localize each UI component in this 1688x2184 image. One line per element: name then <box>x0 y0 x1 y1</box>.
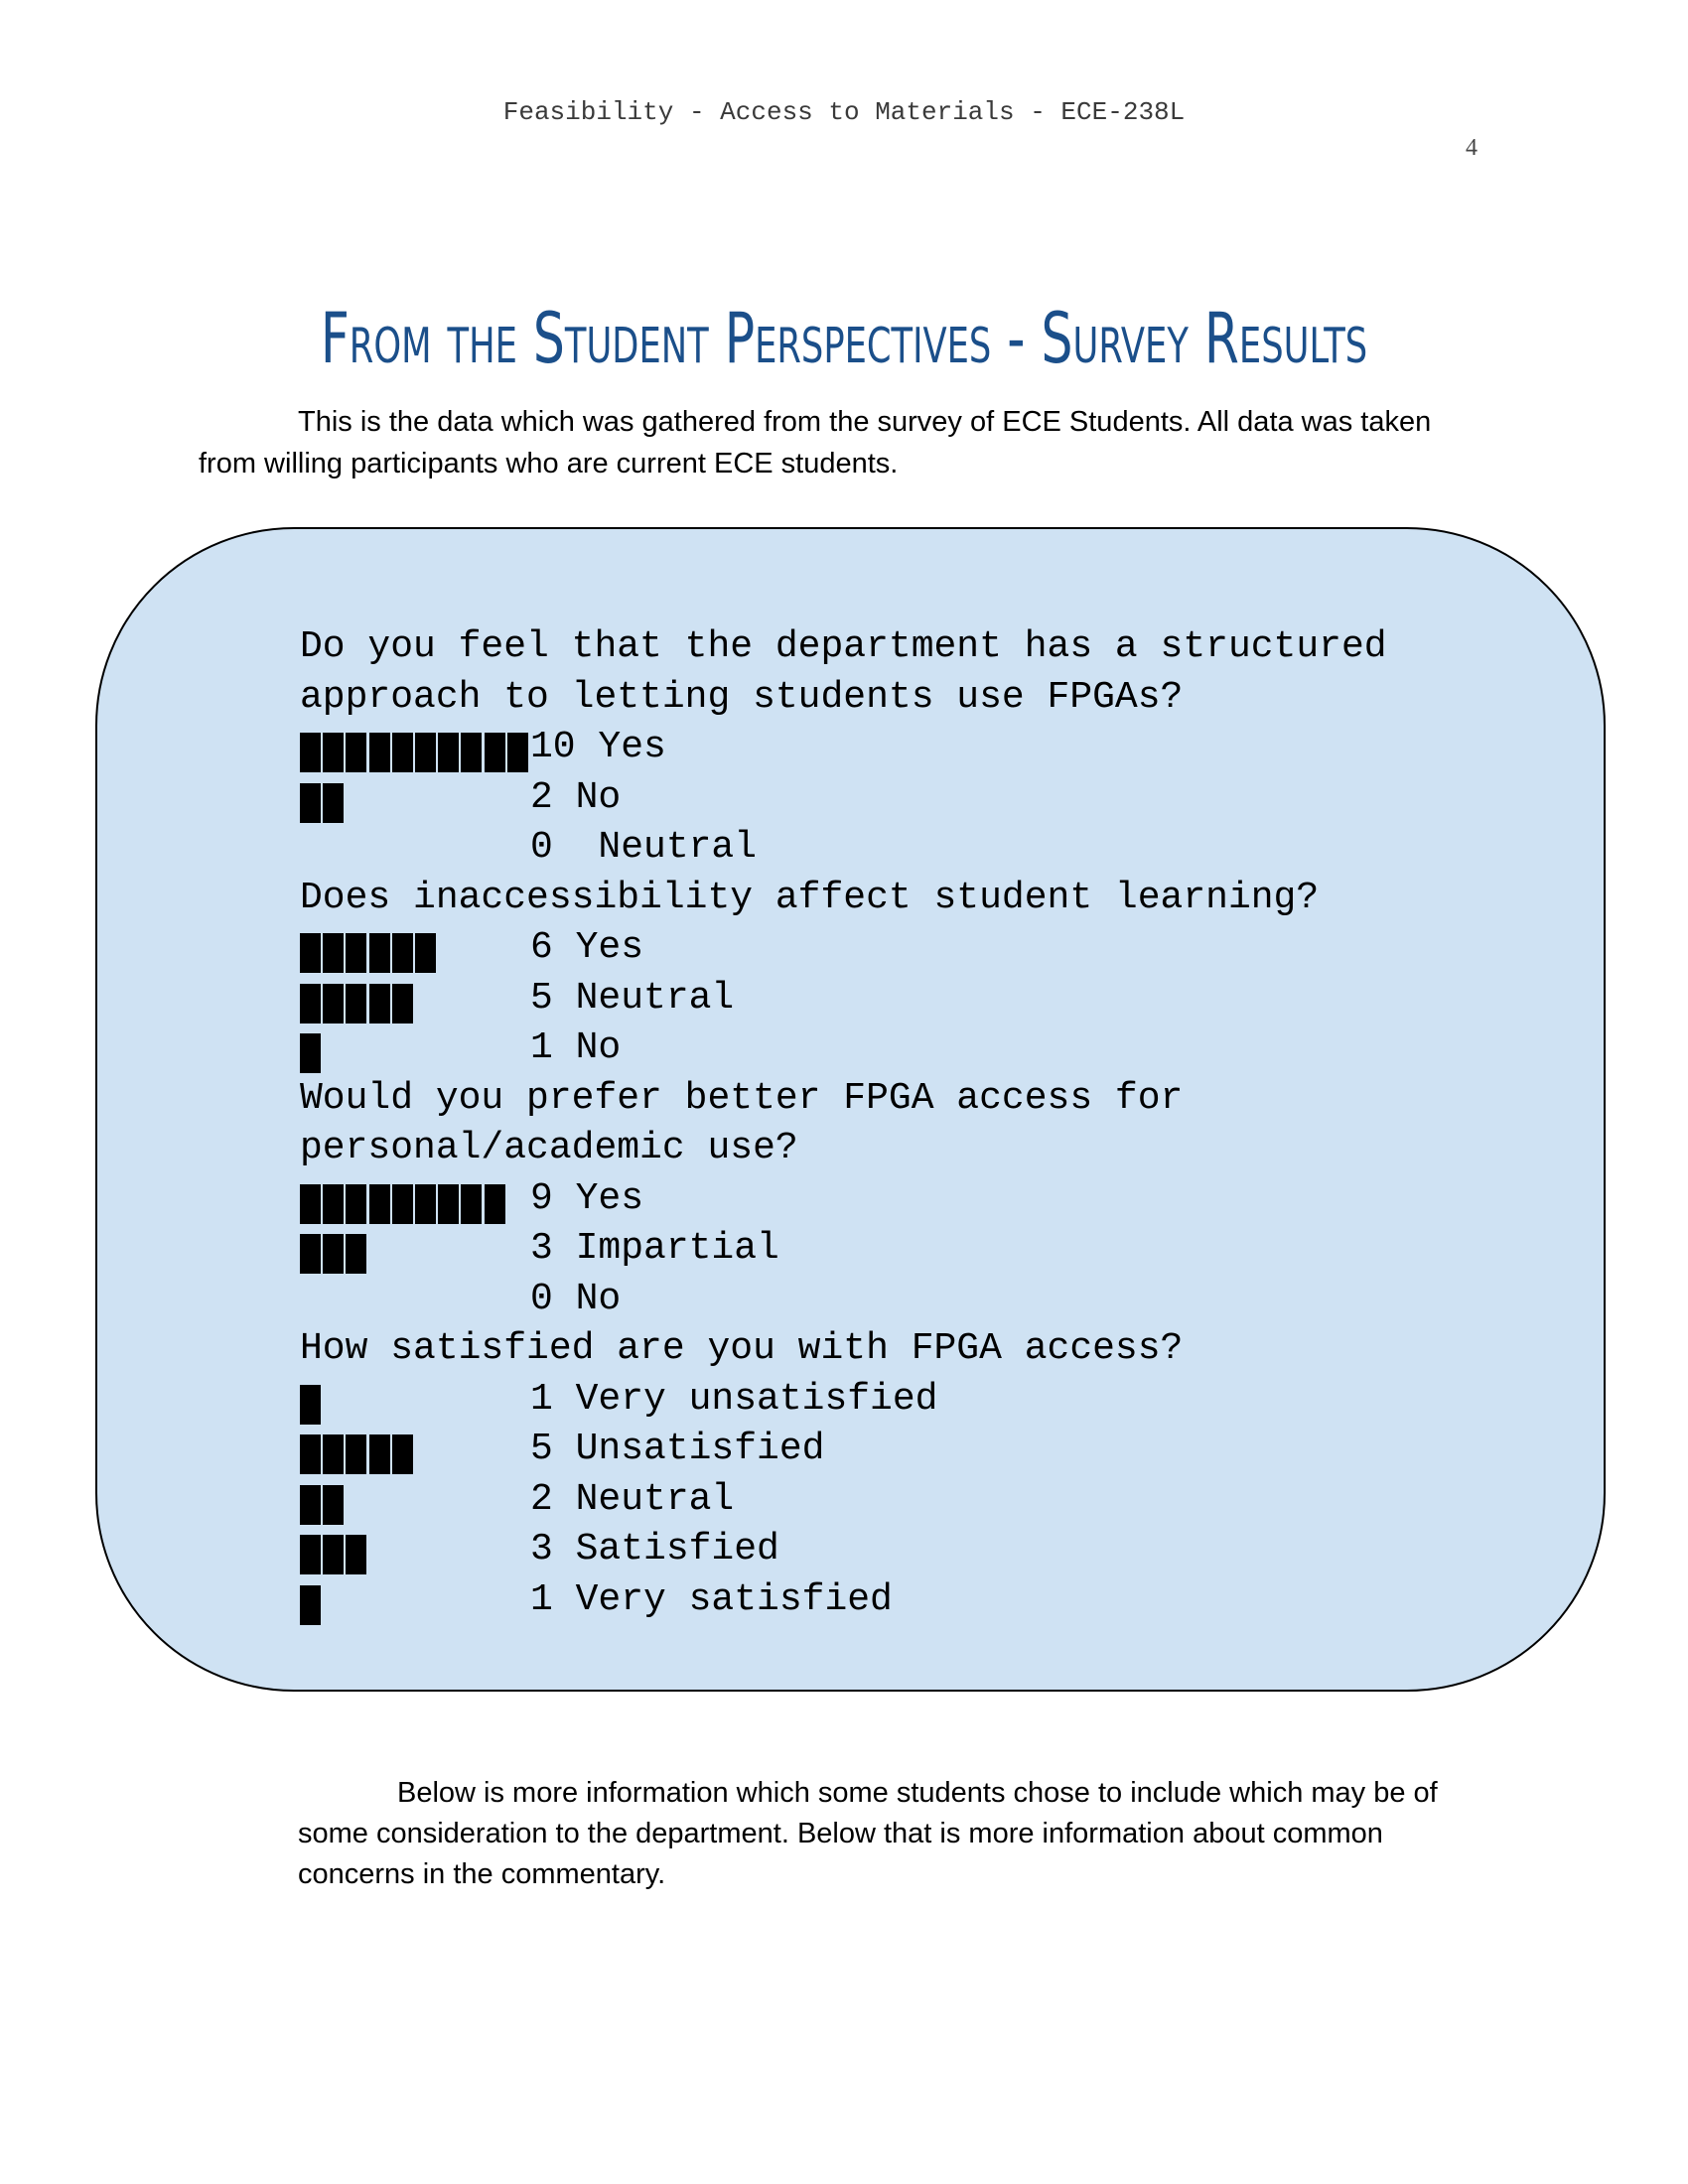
bar-segment <box>323 984 344 1024</box>
bar-segment <box>300 1485 321 1525</box>
bar-segment <box>323 1184 344 1224</box>
survey-answer-label: 2 No <box>530 775 622 819</box>
intro-paragraph: This is the data which was gathered from the survey of ECE Students. All data was taken from willing participants who are current ECE students. <box>199 406 1432 479</box>
bar-segment <box>392 733 413 772</box>
bar-segment <box>300 1434 321 1474</box>
bar-segment <box>415 933 436 973</box>
survey-answer-label: 6 Yes <box>530 926 644 969</box>
bar-segment <box>438 1184 459 1224</box>
bar-segment <box>392 933 413 973</box>
bar-segment <box>346 933 366 973</box>
bar-segment <box>300 1184 321 1224</box>
survey-answer-row <box>300 1275 1491 1325</box>
bar-segment <box>346 733 366 772</box>
bar-segment <box>323 933 344 973</box>
bar-segment <box>392 1434 413 1474</box>
survey-answer-label: 1 Very satisfied <box>530 1577 893 1621</box>
survey-answer-label: 0 No <box>530 1277 622 1320</box>
survey-answer-row <box>300 1575 1491 1626</box>
survey-answer-label: 2 Neutral <box>530 1477 735 1521</box>
bar-segment <box>461 1184 482 1224</box>
bar-segment <box>300 1585 321 1625</box>
survey-question-2-line-1: Does inaccessibility affect student learning? <box>300 876 1320 919</box>
survey-question-1-line-1: Do you feel that the department has a structured <box>300 625 1387 668</box>
bar-segment <box>392 1184 413 1224</box>
survey-answer-row <box>300 1475 1491 1526</box>
bar-segment <box>323 1485 344 1525</box>
survey-answer-row <box>300 773 1491 824</box>
survey-answer-row <box>300 974 1491 1024</box>
bar-segment <box>300 733 321 772</box>
running-header: Feasibility - Access to Materials - ECE-238L <box>502 97 1186 127</box>
closing-paragraph: Below is more information which some students chose to include which may be of some consideration to the department. Below that is more information about common concerns in the commentary. <box>298 1777 1438 1890</box>
survey-answer-label: 3 Satisfied <box>530 1528 779 1570</box>
bar-segment <box>323 1535 344 1574</box>
bar-segment <box>461 733 482 772</box>
bar-segment <box>369 1184 390 1224</box>
survey-question-3-line-2: personal/academic use? <box>300 1127 798 1169</box>
bar-segment <box>346 1434 366 1474</box>
survey-answer-label: 9 Yes <box>530 1176 644 1220</box>
survey-answer-label: 0 Neutral <box>530 826 758 869</box>
bar-segment <box>485 1184 505 1224</box>
bar-segment <box>300 1385 321 1425</box>
bar-segment <box>369 933 390 973</box>
page-title: From the Student Perspectives - Survey Results <box>320 298 1368 379</box>
survey-answer-row <box>300 1024 1491 1074</box>
bar-segment <box>507 733 528 772</box>
bar-segment <box>323 1234 344 1274</box>
bar-segment <box>346 1184 366 1224</box>
bar-segment <box>300 1535 321 1574</box>
bar-segment <box>415 733 436 772</box>
survey-answer-row <box>300 1525 1491 1575</box>
survey-answer-row <box>300 1224 1491 1275</box>
bar-segment <box>300 1234 321 1274</box>
bar-segment <box>300 933 321 973</box>
survey-answer-label: 5 Neutral <box>530 976 735 1020</box>
survey-answer-row <box>300 923 1491 974</box>
survey-results-list <box>300 622 1491 1625</box>
survey-answer-label: 1 Very unsatisfied <box>530 1377 938 1421</box>
bar-segment <box>323 733 344 772</box>
bar-segment <box>438 733 459 772</box>
survey-answer-row <box>300 1425 1491 1475</box>
survey-answer-label: 10 Yes <box>530 726 666 768</box>
survey-question-4-line-1: How satisfied are you with FPGA access? <box>300 1327 1184 1370</box>
survey-answer-label: 1 No <box>530 1026 622 1069</box>
survey-question-1-line-2: approach to letting students use FPGAs? <box>300 675 1184 719</box>
bar-segment <box>300 783 321 823</box>
bar-segment <box>323 783 344 823</box>
bar-segment <box>300 1033 321 1073</box>
survey-answer-row <box>300 823 1491 874</box>
page-number: 4 <box>1466 135 1477 161</box>
bar-segment <box>415 1184 436 1224</box>
bar-segment <box>369 984 390 1024</box>
bar-segment <box>323 1434 344 1474</box>
bar-segment <box>346 984 366 1024</box>
bar-segment <box>300 984 321 1024</box>
bar-segment <box>346 1234 366 1274</box>
bar-segment <box>369 1434 390 1474</box>
survey-answer-row <box>300 1174 1491 1225</box>
survey-results-panel <box>95 527 1606 1692</box>
bar-segment <box>485 733 505 772</box>
bar-segment <box>346 1535 366 1574</box>
survey-answer-row <box>300 723 1491 773</box>
bar-segment <box>369 733 390 772</box>
survey-question-3-line-1: Would you prefer better FPGA access for <box>300 1076 1184 1120</box>
bar-segment <box>392 984 413 1024</box>
survey-answer-row <box>300 1375 1491 1426</box>
survey-answer-label: 5 Unsatisfied <box>530 1428 825 1470</box>
survey-answer-label: 3 Impartial <box>530 1227 779 1270</box>
